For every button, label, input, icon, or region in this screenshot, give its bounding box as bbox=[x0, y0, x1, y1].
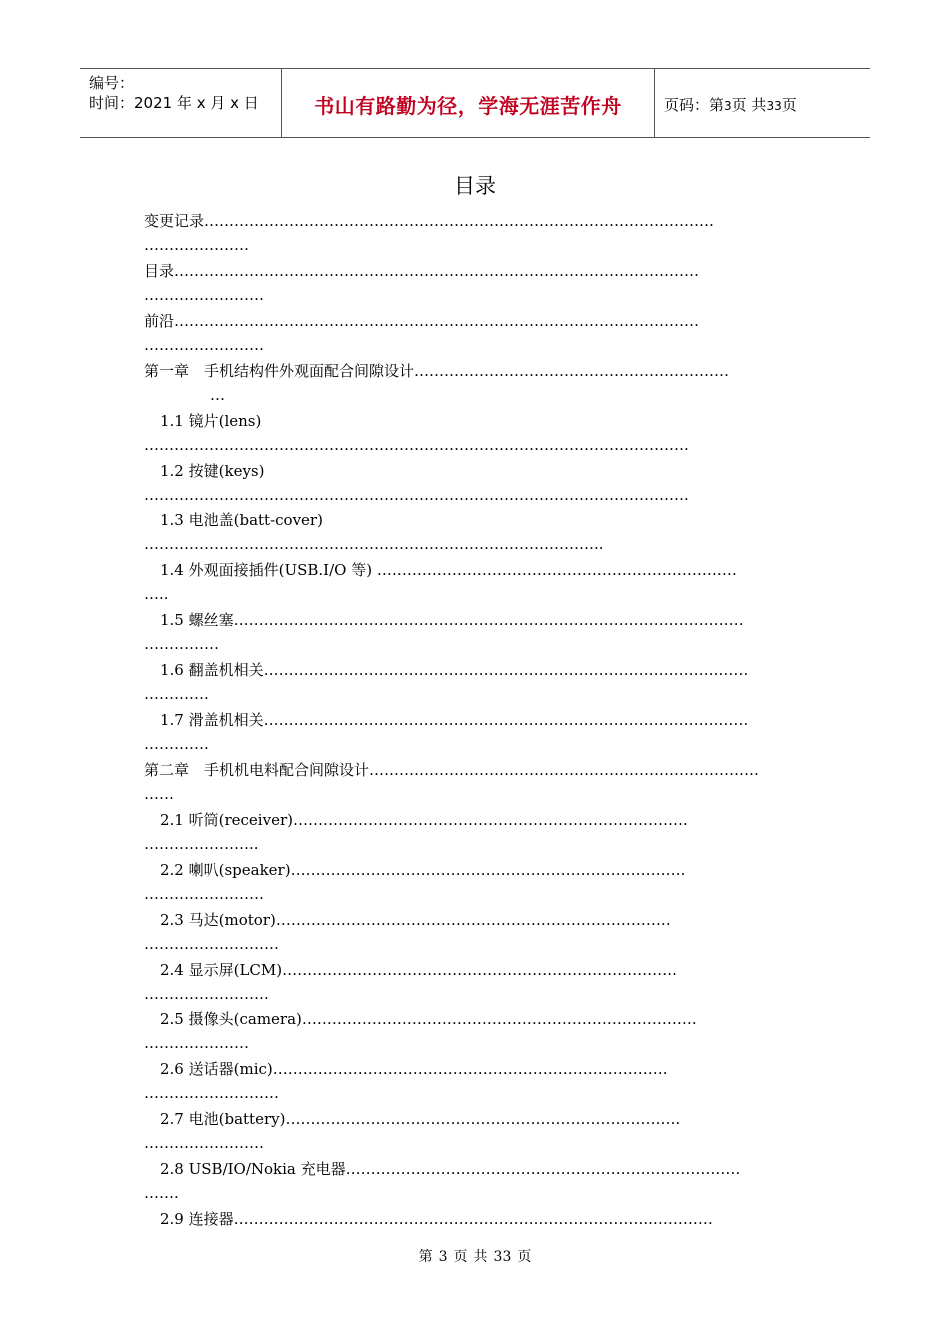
toc-entry-line bbox=[160, 1209, 713, 1229]
document-time: 时间：2021 年 x 月 x 日 bbox=[89, 94, 259, 112]
toc-leader-dots: …………………………………………………………………………………………… bbox=[174, 261, 700, 280]
toc-leader-dots: ……………………………………………………… bbox=[414, 361, 730, 380]
toc-leader-dots: ……………………………………………………………………. bbox=[272, 1060, 668, 1079]
toc-entry-line bbox=[160, 461, 264, 481]
toc-leader-continuation: ……………………………………………………………………………….. bbox=[144, 535, 604, 554]
toc-leader-continuation: ……………………… bbox=[144, 1084, 279, 1103]
toc-leader-continuation: …………………… bbox=[144, 285, 264, 304]
toc-entry-title: 变更记录 bbox=[144, 212, 205, 230]
header-page-info bbox=[654, 69, 870, 137]
toc-leader-continuation: ……………………… bbox=[144, 934, 279, 953]
footer-word-di: 第 bbox=[418, 1249, 433, 1265]
header-motto: 书山有路勤为径，学海无涯苦作舟 bbox=[314, 94, 622, 118]
page-mid: 页 共 bbox=[731, 96, 767, 114]
toc-entry-title: 2.1 听筒(receiver) bbox=[160, 810, 293, 829]
toc-leader-continuation: ……………………. bbox=[144, 984, 269, 1003]
toc-entry-line bbox=[160, 1109, 680, 1129]
toc-leader-continuation: ……. bbox=[144, 1184, 179, 1203]
toc-entry-title: 第一章 手机结构件外观面配合间隙设计 bbox=[144, 361, 415, 380]
toc-entry-title: 1.5 螺丝塞 bbox=[160, 611, 234, 630]
toc-entry-line bbox=[160, 610, 744, 630]
toc-leader-continuation: ………………………………………………………………………………………………. bbox=[144, 485, 689, 504]
footer-current-page: 3 bbox=[438, 1249, 448, 1265]
document-number-label: 编号： bbox=[89, 74, 135, 92]
toc-entry-line bbox=[160, 560, 737, 580]
footer-total-pages: 33 bbox=[493, 1249, 512, 1265]
toc-leader-continuation: … bbox=[210, 385, 225, 404]
toc-entry-title: 1.7 滑盖机相关 bbox=[160, 711, 264, 729]
toc-entry-title: 1.1 镜片(lens) bbox=[160, 411, 262, 430]
toc-entry-title: 2.8 USB/IO/Nokia 充电器 bbox=[160, 1160, 346, 1179]
footer-word-gong: 共 bbox=[473, 1249, 488, 1265]
toc-entry-line bbox=[160, 1159, 740, 1179]
header-meta bbox=[80, 69, 281, 137]
toc-leader-continuation: ….. bbox=[144, 585, 169, 604]
toc-leader-continuation: …………… bbox=[144, 635, 219, 654]
toc-entry-title: 2.4 显示屏(LCM) bbox=[160, 960, 283, 979]
toc-title: 目录 bbox=[454, 174, 496, 198]
toc-entry-line bbox=[144, 261, 699, 281]
toc-entry-title: 1.2 按键(keys) bbox=[160, 461, 265, 480]
toc-leader-dots: ……………………………………………………………………. bbox=[290, 860, 686, 879]
toc-leader-continuation: ………………… bbox=[144, 1034, 249, 1053]
footer-word-ye-2: 页 bbox=[517, 1249, 532, 1265]
toc-leader-dots: ……………………………………………………………………. bbox=[285, 1110, 681, 1129]
toc-entry-line bbox=[144, 760, 759, 780]
toc-leader-dots: ……………………………………………………………………. bbox=[301, 1010, 697, 1029]
toc-entry-line bbox=[144, 211, 714, 231]
toc-leader-continuation: …… bbox=[144, 784, 174, 803]
toc-entry-line bbox=[160, 710, 748, 730]
toc-leader-dots: ……………………………………………………………………………….…… bbox=[263, 661, 749, 680]
toc-entry-title: 前沿 bbox=[144, 311, 175, 330]
toc-leader-dots: ……………………………………………………………… bbox=[372, 561, 737, 580]
page-prefix: 页码：第 bbox=[664, 96, 725, 114]
toc-entry-line bbox=[160, 860, 685, 880]
toc-entry-title: 2.6 送话器(mic) bbox=[160, 1060, 273, 1079]
toc-entry-title: 1.6 翻盖机相关 bbox=[160, 661, 264, 680]
toc-leader-continuation: ………………… bbox=[144, 236, 249, 254]
toc-leader-dots: …………………………………………………….……………… bbox=[345, 1160, 741, 1179]
toc-leader-continuation: …………………… bbox=[144, 335, 264, 354]
toc-entry-title: 2.2 喇叭(speaker) bbox=[160, 860, 291, 879]
toc-leader-dots: ……………………………………………………………………. bbox=[282, 960, 677, 979]
toc-leader-continuation: ………………….. bbox=[144, 834, 259, 853]
toc-entry-line bbox=[160, 510, 323, 530]
toc-leader-dots: …………………………………………………………………………………………… bbox=[174, 311, 700, 330]
page-suffix: 页 bbox=[781, 96, 797, 114]
toc-leader-continuation: ………………………………………………………………………………………………. bbox=[144, 435, 689, 454]
toc-leader-continuation: …………. bbox=[144, 735, 209, 753]
toc-leader-dots: …………………………………………………….…………………..………… bbox=[233, 1210, 713, 1228]
footer-word-ye: 页 bbox=[453, 1249, 468, 1265]
toc-entry-line bbox=[160, 960, 677, 980]
toc-leader-continuation: …………………… bbox=[144, 884, 264, 903]
toc-entry-title: 第二章 手机机电料配合间隙设计 bbox=[144, 760, 370, 779]
toc-entry-line bbox=[160, 411, 261, 431]
toc-entry-title: 2.9 连接器 bbox=[160, 1210, 234, 1228]
toc-entry-line bbox=[144, 361, 729, 381]
toc-leader-continuation: …………………… bbox=[144, 1134, 264, 1153]
toc-entry-title: 1.3 电池盖(batt-cover) bbox=[160, 511, 323, 530]
page-footer bbox=[0, 1246, 950, 1266]
page-total: 33 bbox=[766, 99, 782, 113]
toc-entry-title: 2.5 摄像头(camera) bbox=[160, 1010, 302, 1029]
toc-entry-line bbox=[160, 1009, 697, 1029]
toc-entry-title: 1.4 外观面接插件(USB.I/O 等) bbox=[160, 561, 373, 580]
toc-entry-title: 2.3 马达(motor) bbox=[160, 910, 276, 929]
toc-leader-continuation: …………. bbox=[144, 685, 209, 704]
toc-leader-dots: …………………………………………………………………… bbox=[369, 760, 760, 779]
toc-entry-line bbox=[160, 810, 688, 830]
toc-entry-line bbox=[160, 910, 671, 930]
toc-entry-title: 2.7 电池(battery) bbox=[160, 1110, 286, 1129]
page-header bbox=[80, 68, 870, 138]
toc-entry-line bbox=[144, 311, 699, 331]
toc-leader-dots: ………………………………………………………………………………………… bbox=[233, 611, 744, 630]
toc-leader-dots: ……………………………………………………………………. bbox=[275, 910, 671, 929]
header-motto-cell bbox=[281, 69, 655, 137]
toc-leader-dots: ……………………………………………………………………. bbox=[292, 810, 688, 829]
toc-entry-line bbox=[160, 660, 748, 680]
toc-entry-title: 目录 bbox=[144, 261, 175, 280]
header-page-number bbox=[664, 94, 797, 115]
page-current: 3 bbox=[724, 99, 732, 113]
toc-entry-line bbox=[160, 1059, 668, 1079]
toc-leader-dots: ……………………………………………………………………………….…… bbox=[263, 711, 749, 729]
toc-leader-dots: ………………………………………………………………………………………… bbox=[204, 212, 715, 230]
